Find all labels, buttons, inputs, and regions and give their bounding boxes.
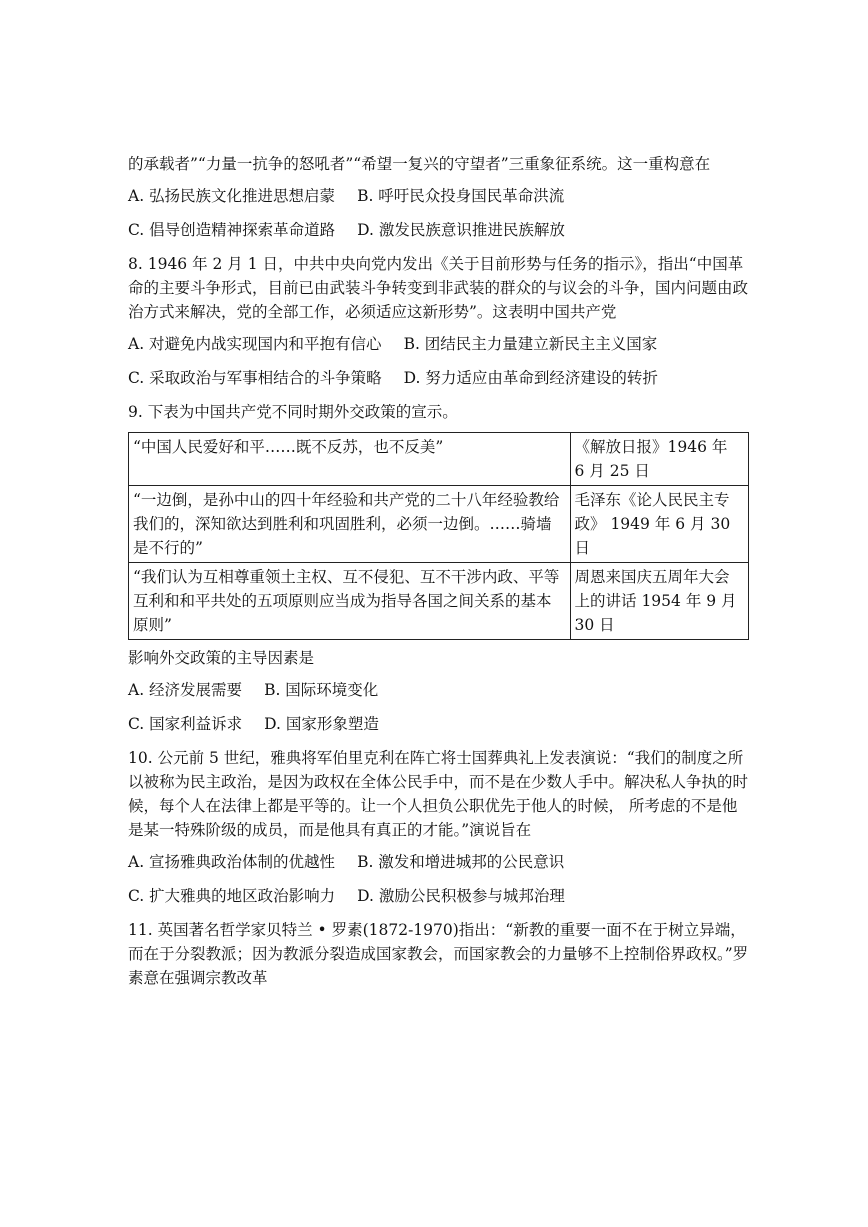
q7-option-b[interactable]: B. 呼吁民众投身国民革命洪流 [357,187,565,205]
q8-stem: 8. 1946 年 2 月 1 日，中共中央向党内发出《关于目前形势与任务的指示》，指出“中国革命的主要斗争形式，目前已由武装斗争转变到非武装的群众的与议会的斗争，国内问题由政治方式来解决，党的全部工作，必须适应这新形势”。这表明中国共产党 [128,255,749,321]
table-cell-quote: “我们认为互相尊重领土主权、互不侵犯、互不干涉内政、平等互利和和平共处的五项原则应当成为指导各国之间关系的基本原则” [129,563,571,640]
q9-option-d[interactable]: D. 国家形象塑造 [264,715,379,733]
q9-option-b[interactable]: B. 国际环境变化 [264,681,379,699]
q10-option-c[interactable]: C. 扩大雅典的地区政治影响力 [128,887,336,905]
q9-question: 影响外交政策的主导因素是 [128,649,315,667]
table-cell-source: 周恩来国庆五周年大会上的讲话 1954 年 9 月 30 日 [570,563,748,640]
q8-options-row-2 [128,366,750,390]
q7-option-d[interactable]: D. 激发民族意识推进民族解放 [357,221,565,239]
q8-options-row-1 [128,332,750,356]
q10-options-row-1 [128,850,750,874]
q8-option-a[interactable]: A. 对避免内战实现国内和平抱有信心 [128,335,382,353]
table-cell-quote: “中国人民爱好和平……既不反苏，也不反美” [129,433,571,486]
q9-options-row-1 [128,678,750,702]
q9-stem: 9. 下表为中国共产党不同时期外交政策的宣示。 [128,403,458,421]
table-cell-quote: “一边倒，是孙中山的四十年经验和共产党的二十八年经验教给我们的，深知欲达到胜利和巩固胜利，必须一边倒。……骑墙是不行的” [129,486,571,563]
q11-stem: 11. 英国著名哲学家贝特兰 • 罗素(1872-1970)指出：“新教的重要一面不在于树立异端， 而在于分裂教派；因为教派分裂造成国家教会，而国家教会的力量够不上控制俗界政权。”罗素意在强调宗教改革 [128,921,749,987]
q9-policy-table [128,432,749,640]
q10-option-a[interactable]: A. 宣扬雅典政治体制的优越性 [128,853,336,871]
table-cell-source: 《解放日报》1946 年 6 月 25 日 [570,433,748,486]
q8-option-c[interactable]: C. 采取政治与军事相结合的斗争策略 [128,369,382,387]
table-row [129,563,749,640]
table-cell-source: 毛泽东《论人民民主专政》 1949 年 6 月 30 日 [570,486,748,563]
q7-option-a[interactable]: A. 弘扬民族文化推进思想启蒙 [128,187,336,205]
q10-options-row-2 [128,884,750,908]
q7-stem: 的承载者”“力量一抗争的怒吼者”“希望一复兴的守望者”三重象征系统。这一重构意在 [128,155,711,173]
q9-option-a[interactable]: A. 经济发展需要 [128,681,243,699]
table-row [129,433,749,486]
q10-option-d[interactable]: D. 激励公民积极参与城邦治理 [357,887,565,905]
q8-option-b[interactable]: B. 团结民主力量建立新民主主义国家 [403,335,658,353]
page-content [128,152,750,990]
q7-options-row-2 [128,218,750,242]
table-row [129,486,749,563]
q9-option-c[interactable]: C. 国家利益诉求 [128,715,243,733]
q9-options-row-2 [128,712,750,736]
q10-stem: 10. 公元前 5 世纪，雅典将军伯里克利在阵亡将士国葬典礼上发表演说：“我们的制度之所以被称为民主政治，是因为政权在全体公民手中，而不是在少数人手中。解决私人争执的时候，每个人在法律上都是平等的。让一个人担负公职优先于他人的时候， 所考虑的不是他是某一特殊阶级的成员，而是他具有真正的才能。”演说旨在 [128,749,749,839]
q10-option-b[interactable]: B. 激发和增进城邦的公民意识 [357,853,565,871]
q8-option-d[interactable]: D. 努力适应由革命到经济建设的转折 [403,369,658,387]
q7-option-c[interactable]: C. 倡导创造精神探索革命道路 [128,221,336,239]
q7-options-row-1 [128,184,750,208]
